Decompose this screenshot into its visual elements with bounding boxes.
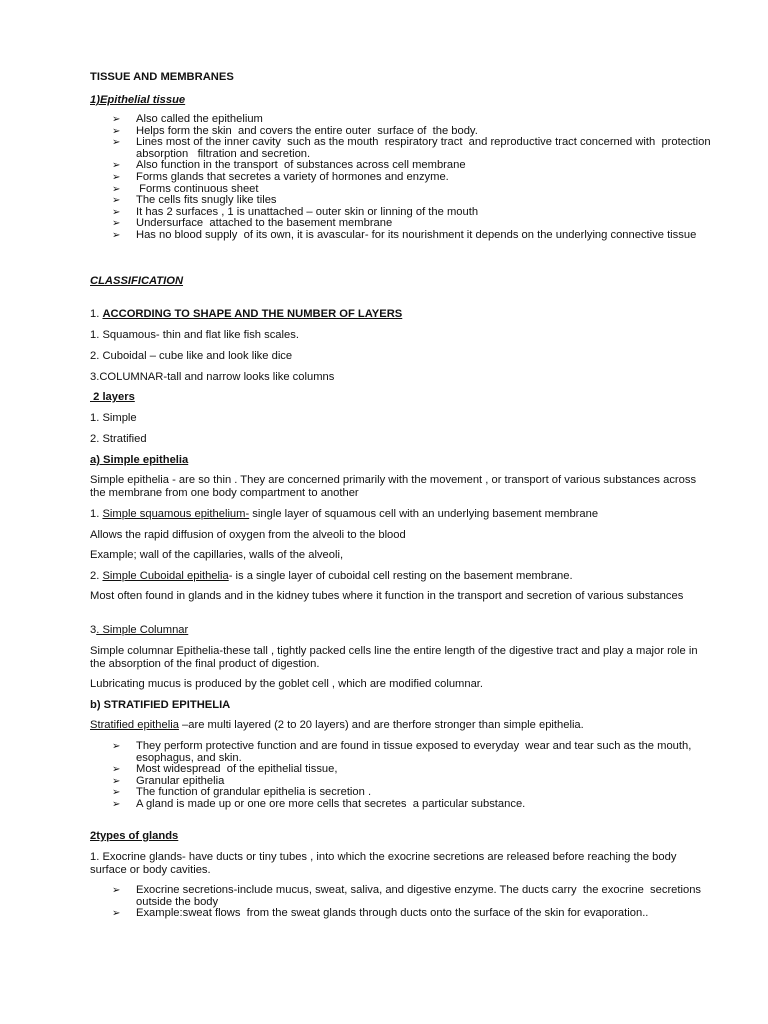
arrow-bullet-icon: ➢ <box>112 218 121 230</box>
columnar-term: . Simple Columnar <box>96 624 189 636</box>
stratified-definition: –are multi layered (2 to 20 layers) and are therfore stronger than simple epithelia. <box>178 719 584 731</box>
cuboidal-term: Simple Cuboidal epithelia <box>102 570 229 582</box>
arrow-bullet-icon: ➢ <box>112 908 121 920</box>
layers-item: 2. Stratified <box>90 433 147 445</box>
arrow-bullet-icon: ➢ <box>112 764 121 776</box>
list-item-text: Helps form the skin and covers the entire outer surface of the body. <box>136 124 478 137</box>
simple-epithelia-heading: a) Simple epithelia <box>90 454 189 466</box>
columnar-line <box>90 624 188 636</box>
columnar-description: Simple columnar Epithelia-these tall , tightly packed cells line the entire length of the digestive tract and play a major role in the absorption of the final product of digestion. <box>90 645 698 670</box>
cuboidal-line <box>90 570 573 582</box>
squamous-definition: single layer of squamous cell with an underlying basement membrane <box>249 508 599 520</box>
according-prefix: 1. <box>90 308 103 320</box>
list-item-text: Lines most of the inner cavity such as the mouth respiratory tract and reproductive tract concerned with protection absorption filtration and secretion. <box>136 136 714 160</box>
lubricating-note: Lubricating mucus is produced by the goblet cell , which are modified columnar. <box>90 678 484 690</box>
list-item-text: Most widespread of the epithelial tissue, <box>136 763 338 776</box>
layers-heading: 2 layers <box>90 391 135 403</box>
list-item-text: Also function in the transport of substances across cell membrane <box>136 159 466 172</box>
list-item-text: They perform protective function and are found in tissue exposed to everyday wear and tear such as the mouth, esophagus, and skin. <box>136 740 695 764</box>
squamous-term: Simple squamous epithelium- <box>102 508 250 520</box>
list-item-text: Forms continuous sheet <box>136 182 259 195</box>
stratified-term: Stratified epithelia <box>90 719 179 731</box>
cuboidal-definition: - is a single layer of cuboidal cell resting on the basement membrane. <box>228 570 573 582</box>
page-title: TISSUE AND MEMBRANES <box>90 71 234 83</box>
arrow-bullet-icon: ➢ <box>112 114 121 125</box>
shape-item: 2. Cuboidal – cube like and look like dice <box>90 350 293 362</box>
layers-item: 1. Simple <box>90 412 137 424</box>
arrow-bullet-icon: ➢ <box>112 125 121 137</box>
list-item-text: Example:sweat flows from the sweat glands through ducts onto the surface of the skin for evaporation.. <box>136 907 649 920</box>
list-item-text: Has no blood supply of its own, it is avascular- for its nourishment it depends on the underlying connective tissue <box>136 228 697 241</box>
exocrine-description: 1. Exocrine glands- have ducts or tiny tubes , into which the exocrine secretions are released before reaching the body surface or body cavities. <box>90 851 677 876</box>
according-heading-line <box>90 308 402 320</box>
list-item-text: Exocrine secretions-include mucus, sweat, saliva, and digestive enzyme. The ducts carry the exocrine secretions outside the body <box>136 884 705 908</box>
simple-epithelia-description: Simple epithelia - are so thin . They are concerned primarily with the movement , or transport of various substances across the membrane from one body compartment to another <box>90 474 697 499</box>
epithelial-bullet-list <box>112 114 712 242</box>
arrow-bullet-icon: ➢ <box>112 798 121 810</box>
cuboidal-prefix: 2. <box>90 570 103 582</box>
arrow-bullet-icon: ➢ <box>112 787 121 799</box>
list-item <box>112 885 712 908</box>
list-item-text: Forms glands that secretes a variety of hormones and enzyme. <box>136 170 449 183</box>
exocrine-bullet-list <box>112 885 712 920</box>
list-item-text: The function of grandular epithelia is secretion . <box>136 786 372 799</box>
list-item-text: Undersurface attached to the basement membrane <box>136 217 393 230</box>
stratified-bullet-list <box>112 741 712 811</box>
arrow-bullet-icon: ➢ <box>112 160 121 172</box>
classification-heading: CLASSIFICATION <box>90 275 184 287</box>
stratified-heading: b) STRATIFIED EPITHELIA <box>90 699 231 711</box>
squamous-example: Example; wall of the capillaries, walls of the alveoli, <box>90 549 344 561</box>
list-item-text: A gland is made up or one ore more cells that secretes a particular substance. <box>136 797 526 810</box>
squamous-line <box>90 508 598 520</box>
arrow-bullet-icon: ➢ <box>112 195 121 207</box>
arrow-bullet-icon: ➢ <box>112 885 121 896</box>
list-item-text: The cells fits snugly like tiles <box>136 194 277 207</box>
arrow-bullet-icon: ➢ <box>112 206 121 218</box>
cuboidal-description: Most often found in glands and in the kidney tubes where it function in the transport and secretion of various substances <box>90 590 684 602</box>
list-item <box>112 137 712 160</box>
stratified-line <box>90 719 584 731</box>
list-item <box>112 799 712 811</box>
shape-item: 3.COLUMNAR-tall and narrow looks like columns <box>90 371 335 383</box>
arrow-bullet-icon: ➢ <box>112 741 121 752</box>
list-item <box>112 230 712 242</box>
arrow-bullet-icon: ➢ <box>112 229 121 241</box>
list-item <box>112 741 712 764</box>
squamous-detail: Allows the rapid diffusion of oxygen from the alveoli to the blood <box>90 529 406 541</box>
columnar-prefix: 3 <box>90 624 97 636</box>
list-item-text: It has 2 surfaces , 1 is unattached – outer skin or linning of the mouth <box>136 205 479 218</box>
list-item-text: Also called the epithelium <box>136 113 263 125</box>
list-item-text: Granular epithelia <box>136 774 225 787</box>
arrow-bullet-icon: ➢ <box>112 137 121 149</box>
shape-item: 1. Squamous- thin and flat like fish scales. <box>90 329 299 341</box>
arrow-bullet-icon: ➢ <box>112 183 121 195</box>
list-item <box>112 908 712 920</box>
according-heading: ACCORDING TO SHAPE AND THE NUMBER OF LAYERS <box>102 308 403 320</box>
arrow-bullet-icon: ➢ <box>112 775 121 787</box>
arrow-bullet-icon: ➢ <box>112 171 121 183</box>
glands-heading: 2types of glands <box>90 830 179 842</box>
squamous-prefix: 1. <box>90 508 103 520</box>
section-heading-epithelial: 1)Epithelial tissue <box>90 94 186 106</box>
